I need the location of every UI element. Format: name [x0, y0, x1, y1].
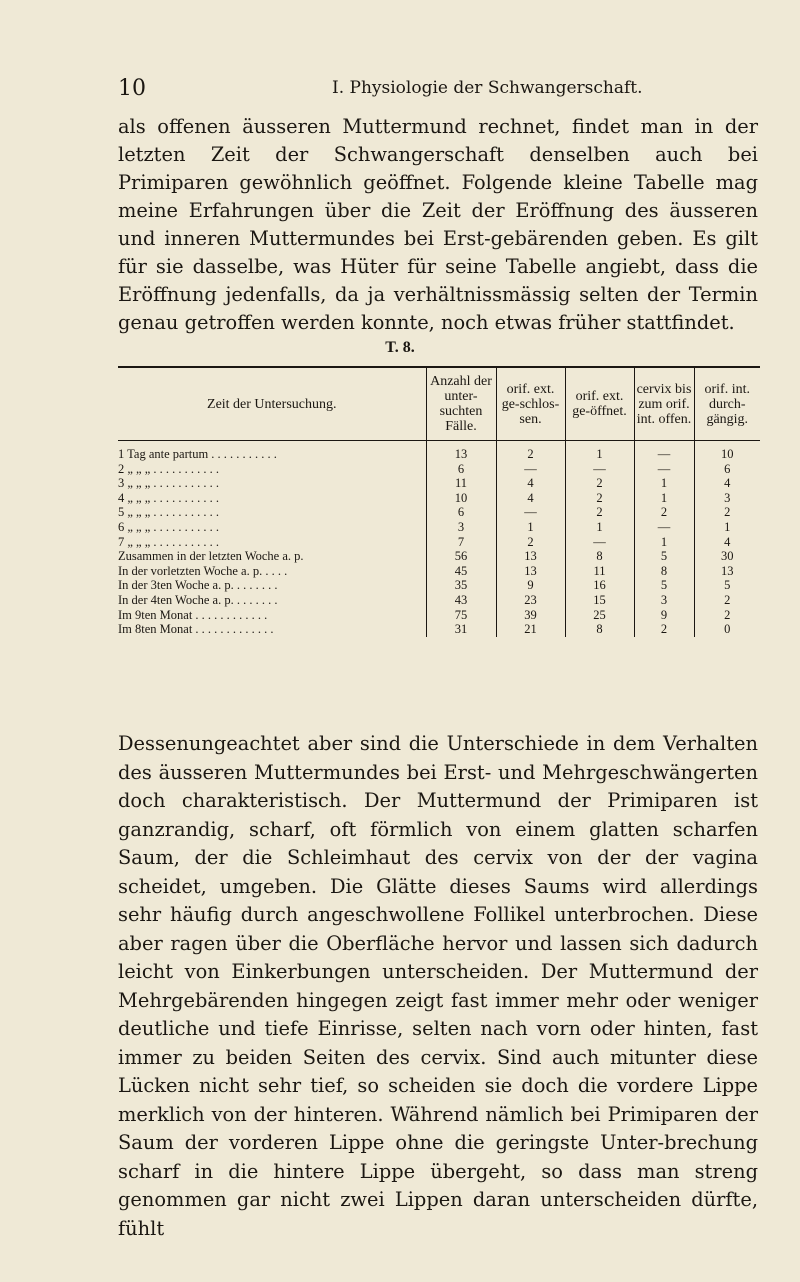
paragraph-continuation	[118, 730, 758, 1243]
table-cell: 2	[694, 593, 760, 608]
table-body	[118, 441, 760, 637]
table-cell: 35	[426, 578, 496, 593]
table-cell: —	[634, 441, 694, 462]
table-cell: 4	[694, 476, 760, 491]
paragraph-text: als offenen äusseren Muttermund rechnet, findet man in der letzten Zeit der Schwangerschaft denselben auch bei Primiparen gewöhnlich geöffnet. Folgende kleine Tabelle mag meine Erfahrungen über die Zeit der Eröffnung des äusseren und inneren Muttermundes bei Erst-gebärenden geben. Es gilt für sie dasselbe, was Hüter für seine Tabelle angiebt, dass die Eröffnung jedenfalls, da ja verhältnissmässig selten der Termin genau getroffen werden konnte, noch etwas früher stattfindet.	[118, 115, 758, 334]
table-cell: 13	[496, 564, 565, 579]
row-label: 1 Tag ante partum . . . . . . . . . . .	[118, 447, 277, 461]
table-cell: 9	[634, 608, 694, 623]
table-cell: 11	[565, 564, 634, 579]
table-cell: 31	[426, 622, 496, 637]
table-cell: —	[634, 462, 694, 477]
table-cell: 5	[634, 549, 694, 564]
table-row	[118, 578, 760, 593]
table-row	[118, 593, 760, 608]
table-cell: 6	[426, 505, 496, 520]
table-cell: 2	[565, 491, 634, 506]
table-row	[118, 535, 760, 550]
table-cell: 5	[634, 578, 694, 593]
table-cell: 13	[496, 549, 565, 564]
table-cell: —	[496, 505, 565, 520]
paragraph-intro	[118, 113, 758, 337]
table-cell: 56	[426, 549, 496, 564]
table-cell: 4	[496, 491, 565, 506]
table-row	[118, 608, 760, 623]
column-header: orif. ext. ge-öffnet.	[565, 367, 634, 441]
table-cell: 13	[426, 441, 496, 462]
row-label: 2 „ „ „ . . . . . . . . . . .	[118, 461, 220, 476]
table-cell: —	[634, 520, 694, 535]
table-cell: 8	[565, 549, 634, 564]
table-cell: 2	[634, 505, 694, 520]
page-number: 10	[118, 76, 146, 101]
table-row	[118, 441, 760, 462]
paragraph-text: Dessenungeachtet aber sind die Unterschiede in dem Verhalten des äusseren Muttermundes bei Erst- und Mehrgeschwängerten doch charakteristisch. Der Muttermund der Primiparen ist ganzrandig, scharf, oft förmlich von einem glatten scharfen Saum, der die Schleimhaut des cervix von der der vagina scheidet, umgeben. Die Glätte dieses Saums wird allerdings sehr häufig durch angeschwollene Follikel unterbrochen. Diese aber ragen über die Oberfläche hervor und lassen sich dadurch leicht von Einkerbungen unterscheiden. Der Muttermund der Mehrgebärenden hingegen zeigt fast immer mehr oder weniger deutliche und tiefe Einrisse, selten nach vorn oder hinten, fast immer zu beiden Seiten des cervix. Sind auch mitunter diese Lücken nicht sehr tief, so scheiden sie doch die vordere Lippe merklich von der hinteren. Während nämlich bei Primiparen der Saum der vorderen Lippe ohne die geringste Unter-brechung scharf in die hintere Lippe übergeht, so dass man streng genommen gar nicht zwei Lippen daran unterscheiden dürfte, fühlt	[118, 732, 758, 1240]
table-cell: 16	[565, 578, 634, 593]
table-cell: 13	[694, 564, 760, 579]
table-cell: 45	[426, 564, 496, 579]
table-row	[118, 622, 760, 637]
table-cell: 75	[426, 608, 496, 623]
table-cell: 3	[694, 491, 760, 506]
running-title: I. Physiologie der Schwangerschaft.	[332, 78, 643, 98]
row-label: 5 „ „ „ . . . . . . . . . . .	[118, 505, 220, 520]
table-cell: 30	[694, 549, 760, 564]
column-header: Anzahl der unter-suchten Fälle.	[426, 367, 496, 441]
row-label: 4 „ „ „ . . . . . . . . . . .	[118, 490, 220, 505]
column-header: cervix bis zum orif. int. offen.	[634, 367, 694, 441]
table-cell: 39	[496, 608, 565, 623]
table-cell: 2	[496, 441, 565, 462]
table-row	[118, 491, 760, 506]
table-cell: 21	[496, 622, 565, 637]
table-cell: 1	[634, 491, 694, 506]
column-header: orif. ext. ge-schlos-sen.	[496, 367, 565, 441]
table-cell: 2	[694, 608, 760, 623]
table-cell: 9	[496, 578, 565, 593]
row-label: In der 4ten Woche a. p. . . . . . . .	[118, 592, 278, 607]
row-label: 3 „ „ „ . . . . . . . . . . .	[118, 476, 220, 491]
table-cell: 1	[634, 535, 694, 550]
table-cell: 11	[426, 476, 496, 491]
table-row	[118, 564, 760, 579]
table-cell: —	[565, 462, 634, 477]
table-cell: 1	[496, 520, 565, 535]
table-cell: 2	[634, 622, 694, 637]
table-cell: 23	[496, 593, 565, 608]
row-label: In der 3ten Woche a. p. . . . . . . .	[118, 578, 278, 593]
table-row	[118, 505, 760, 520]
row-label: 6 „ „ „ . . . . . . . . . . .	[118, 519, 220, 534]
row-label: Zusammen in der letzten Woche a. p.	[118, 549, 304, 564]
column-header: Zeit der Untersuchung.	[118, 367, 426, 441]
column-header: orif. int. durch-gängig.	[694, 367, 760, 441]
row-label: Im 8ten Monat . . . . . . . . . . . . .	[118, 622, 274, 637]
table-cell: 0	[694, 622, 760, 637]
table-cell: 4	[496, 476, 565, 491]
page-header	[118, 76, 758, 106]
table-cell: 4	[694, 535, 760, 550]
table-cell: 8	[634, 564, 694, 579]
row-label: In der vorletzten Woche a. p. . . . .	[118, 563, 288, 578]
table-header-row	[118, 367, 760, 441]
row-label: Im 9ten Monat . . . . . . . . . . . .	[118, 607, 268, 622]
table-cell: 25	[565, 608, 634, 623]
table-cell: 15	[565, 593, 634, 608]
table-cell: 1	[694, 520, 760, 535]
table-cell: —	[496, 462, 565, 477]
data-table	[118, 366, 760, 637]
table-label: T. 8.	[385, 339, 415, 356]
table-cell: 7	[426, 535, 496, 550]
table-cell: 43	[426, 593, 496, 608]
table-cell: 2	[565, 505, 634, 520]
table-cell: 1	[565, 441, 634, 462]
table-cell: 3	[634, 593, 694, 608]
table-cell: 2	[496, 535, 565, 550]
table-cell: 10	[694, 441, 760, 462]
table-cell: —	[565, 535, 634, 550]
row-label: 7 „ „ „ . . . . . . . . . . .	[118, 534, 220, 549]
table-cell: 5	[694, 578, 760, 593]
table-row	[118, 476, 760, 491]
table-row	[118, 549, 760, 564]
table-cell: 3	[426, 520, 496, 535]
table-cell: 2	[565, 476, 634, 491]
table-cell: 10	[426, 491, 496, 506]
table-cell: 2	[694, 505, 760, 520]
table-cell: 8	[565, 622, 634, 637]
table-cell: 1	[565, 520, 634, 535]
table-cell: 1	[634, 476, 694, 491]
table-cell: 6	[426, 462, 496, 477]
table-cell: 6	[694, 462, 760, 477]
table-row	[118, 520, 760, 535]
table-row	[118, 462, 760, 477]
